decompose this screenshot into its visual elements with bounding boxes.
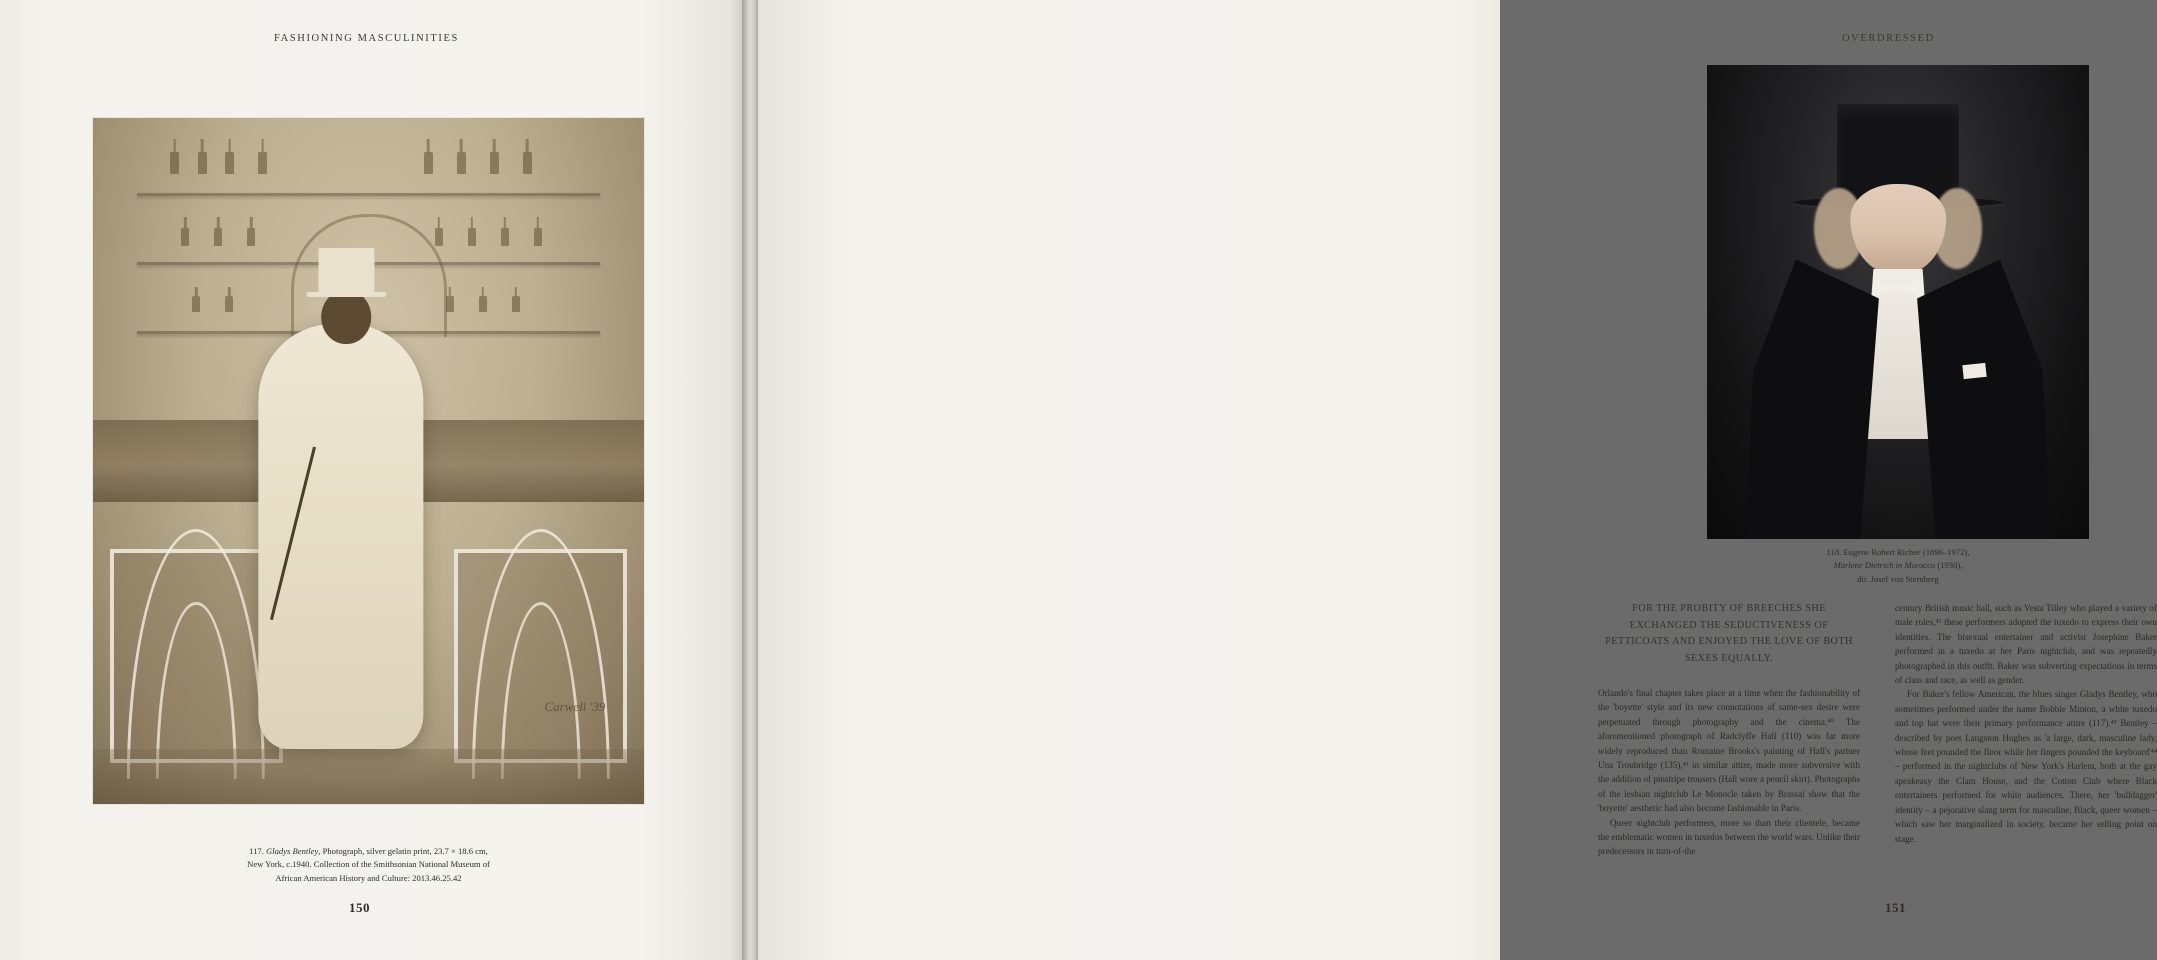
bottle [457, 152, 466, 174]
figure-117-gladys-bentley [93, 118, 644, 804]
caption-line-2: New York, c.1940. Collection of the Smithsonian National Museum of [247, 859, 490, 870]
bottle [501, 228, 509, 246]
bottle [424, 152, 433, 174]
caption-line-1: 118. Eugene Robert Richee (1896–1972), [1826, 547, 1970, 557]
top-hat-icon [319, 248, 374, 293]
bottle [479, 296, 487, 312]
figure-118-marlene-dietrich [1707, 65, 2089, 539]
bottle [435, 228, 443, 246]
paragraph: For Baker's fellow American, the blues singer Gladys Bentley, who sometimes performed under the name Bobbie Minton, a white tuxedo and top hat were their primary performance attire (117).⁴³ Bentley – described by poet Langston Hughes as 'a large, dark, masculine lady, whose feet pounded the floor while her fingers pounded the keyboard'⁴⁴ – performed in the nightclubs of New York's Harlem, both at the gay speakeasy the Clam House, and the Cotton Club where Black entertainers performed for white audiences. There, her 'bulldagger' identity – a pejorative slang term for masculine, Black, queer women – which saw her marginalized in society, became her selling point on stage. [1895, 689, 2157, 844]
bottle [170, 152, 179, 174]
shelf [137, 193, 600, 196]
bottle [523, 152, 532, 174]
pull-quote: FOR THE PROBITY OF BREECHES SHE EXCHANGED THE SEDUCTIVENESS OF PETTICOATS AND ENJOYED THE LOVE OF BOTH SEXES EQUALLY. [1605, 603, 1853, 664]
caption-title: Gladys Bentley [266, 846, 319, 856]
pocket-square [1962, 362, 1986, 379]
floor [93, 749, 644, 804]
page-number-right: 151 [1885, 900, 1906, 915]
bottle [490, 152, 499, 174]
bottle [192, 296, 200, 312]
page-number-left: 150 [349, 900, 370, 915]
page-right [745, 0, 2157, 960]
running-head-left: FASHIONING MASCULINITIES [274, 33, 459, 44]
bottle [181, 228, 189, 246]
performer-head [322, 290, 372, 345]
bottle [214, 228, 222, 246]
bottle [446, 296, 454, 312]
caption-figure-117 [93, 845, 644, 885]
caption-film-year: (1930), [1935, 560, 1963, 571]
bottle [247, 228, 255, 246]
railing-panel-right [454, 549, 627, 763]
railing-panel-left [110, 549, 283, 763]
page-left [0, 0, 745, 960]
bottle [258, 152, 267, 174]
caption-number: 117. [249, 846, 264, 856]
bottle [534, 228, 542, 246]
caption-line-3: African American History and Culture: 2013.46.25.42 [275, 872, 462, 883]
bottle [468, 228, 476, 246]
paragraph: Queer nightclub performers, more so than their clientele, became the emblematic women in tuxedos between the world wars. Unlike their predecessors in turn-of-the [1598, 817, 1860, 857]
body-column-left [1598, 686, 1860, 859]
paragraph: century British music hall, such as Vesta Tilley who played a variety of male roles,⁴² these performers adopted the tuxedo to express their own identities. The bisexual entertainer and activist Josephine Baker performed in a tuxedo at her Paris nightclub, and was repeatedly photographed in this outfit. Baker was subverting expectations in terms of class and race, as well as gender. [1895, 603, 2157, 686]
body-column-right [1895, 601, 2157, 846]
bottle [198, 152, 207, 174]
caption-film-title: Marlene Dietrich in Morocco [1833, 560, 1936, 571]
caption-detail: , Photograph, silver gelatin print, 23.7 × 18.6 cm, [318, 846, 488, 856]
performer-white-tuxedo [258, 324, 423, 749]
bottle [225, 296, 233, 312]
photographer-signature: Carwell '39 [544, 698, 606, 714]
bottle [225, 152, 234, 174]
paragraph: Orlando's final chapter takes place at a time when the fashionability of the 'boyette' style and its new connotations of same-sex desire were perpetuated through photography and the cinema.⁴⁰ The aforementioned photograph of Radclyffe Hall (110) was far more widely reproduced than Romaine Brooks's painting of Hall's partner Una Troubridge (135),⁴¹ in similar attire, made more subversive with the addition of pinstripe trousers (Hall wore a pencil skirt). Photographs of the lesbian nightclub Le Monocle taken by Brassaï show that the 'boyette' aesthetic had also become fashionable in Paris. [1598, 688, 1860, 814]
bottle [512, 296, 520, 312]
caption-figure-118 [1707, 546, 2089, 586]
caption-line-3: dir. Josef von Sternberg [1857, 573, 1939, 584]
running-head-right: OVERDRESSED [1842, 33, 1935, 44]
